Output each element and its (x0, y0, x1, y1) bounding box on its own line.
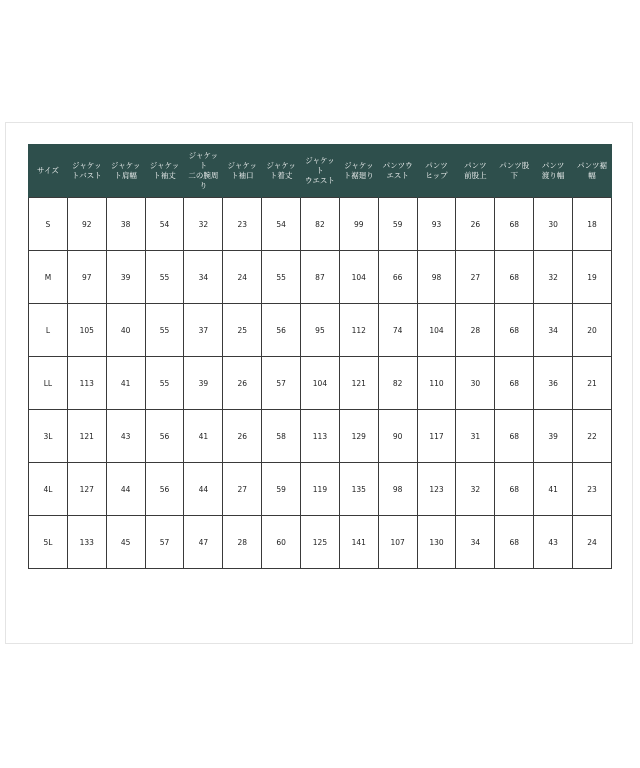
measurement-cell: 54 (262, 198, 301, 251)
measurement-cell: 104 (339, 251, 378, 304)
measurement-cell: 31 (456, 410, 495, 463)
column-header-line: エスト (386, 170, 409, 180)
measurement-cell: 57 (145, 516, 184, 569)
column-header-line: ジャケッ (227, 160, 257, 170)
table-row (29, 198, 612, 251)
measurement-cell: 104 (417, 304, 456, 357)
measurement-cell: 25 (223, 304, 262, 357)
table-row (29, 357, 612, 410)
column-header-line: ト袖丈 (153, 170, 176, 180)
measurement-cell: 34 (456, 516, 495, 569)
measurement-cell: 112 (339, 304, 378, 357)
measurement-cell: 95 (301, 304, 340, 357)
measurement-cell: 30 (534, 198, 573, 251)
measurement-cell: 58 (262, 410, 301, 463)
measurement-cell: 55 (262, 251, 301, 304)
measurement-cell: 56 (262, 304, 301, 357)
measurement-cell: 27 (456, 251, 495, 304)
table-row (29, 463, 612, 516)
column-header (301, 144, 340, 198)
column-header-line: トバスト (71, 170, 102, 180)
measurement-cell: 30 (456, 357, 495, 410)
measurement-cell: 68 (495, 251, 534, 304)
measurement-cell: 24 (573, 516, 612, 569)
column-header-line: パンツ (464, 160, 487, 170)
measurement-cell: 39 (534, 410, 573, 463)
column-header (106, 144, 145, 198)
measurement-cell: 68 (495, 410, 534, 463)
measurement-cell: 125 (301, 516, 340, 569)
measurement-cell: 22 (573, 410, 612, 463)
size-cell: M (29, 251, 68, 304)
table-header-row (29, 144, 612, 198)
measurement-cell: 68 (495, 516, 534, 569)
measurement-cell: 117 (417, 410, 456, 463)
measurement-cell: 55 (145, 357, 184, 410)
measurement-cell: 32 (534, 251, 573, 304)
measurement-cell: 60 (262, 516, 301, 569)
column-header-line: ト裾廻り (343, 170, 374, 180)
column-header (456, 144, 495, 198)
measurement-cell: 59 (378, 198, 417, 251)
column-header (145, 144, 184, 198)
column-header (67, 144, 106, 198)
measurement-cell: 74 (378, 304, 417, 357)
column-header (184, 144, 223, 198)
measurement-cell: 24 (223, 251, 262, 304)
measurement-cell: 55 (145, 304, 184, 357)
measurement-cell: 68 (495, 357, 534, 410)
measurement-cell: 20 (573, 304, 612, 357)
measurement-cell: 19 (573, 251, 612, 304)
column-header (417, 144, 456, 198)
column-header-size (29, 144, 68, 198)
column-header (262, 144, 301, 198)
column-header-line: ト肩幅 (114, 170, 137, 180)
column-header-line: パンツウ (382, 160, 413, 170)
measurement-cell: 107 (378, 516, 417, 569)
column-header (534, 144, 573, 198)
column-header-line: ジャケッ (149, 160, 180, 170)
measurement-cell: 113 (67, 357, 106, 410)
measurement-cell: 32 (184, 198, 223, 251)
measurement-cell: 105 (67, 304, 106, 357)
size-cell: S (29, 198, 68, 251)
measurement-cell: 34 (534, 304, 573, 357)
size-cell: 4L (29, 463, 68, 516)
measurement-cell: 113 (301, 410, 340, 463)
table-row (29, 304, 612, 357)
measurement-cell: 39 (106, 251, 145, 304)
column-header-line: パンツ裾幅 (577, 160, 608, 180)
measurement-cell: 44 (184, 463, 223, 516)
measurement-cell: 55 (145, 251, 184, 304)
column-header-line: ジャケッ (266, 160, 296, 170)
measurement-cell: 37 (184, 304, 223, 357)
column-header-line: ジャケッ (110, 160, 141, 170)
size-cell: 5L (29, 516, 68, 569)
measurement-cell: 121 (339, 357, 378, 410)
column-header-line: ジャケッ (344, 160, 374, 170)
measurement-cell: 119 (301, 463, 340, 516)
measurement-cell: 38 (106, 198, 145, 251)
measurement-cell: 18 (573, 198, 612, 251)
measurement-cell: 34 (184, 251, 223, 304)
measurement-cell: 87 (301, 251, 340, 304)
measurement-cell: 47 (184, 516, 223, 569)
measurement-cell: 66 (378, 251, 417, 304)
measurement-cell: 68 (495, 463, 534, 516)
column-header-line: ジャケッ (72, 160, 102, 170)
measurement-cell: 127 (67, 463, 106, 516)
measurement-cell: 121 (67, 410, 106, 463)
measurement-cell: 41 (106, 357, 145, 410)
size-cell: LL (29, 357, 68, 410)
measurement-cell: 56 (145, 410, 184, 463)
measurement-cell: 68 (495, 198, 534, 251)
column-header-line: ト着丈 (269, 170, 293, 180)
measurement-cell: 45 (106, 516, 145, 569)
column-header-line: 二の腕周り (188, 170, 219, 190)
measurement-cell: 27 (223, 463, 262, 516)
measurement-cell: 43 (106, 410, 145, 463)
column-header-line: ト袖口 (230, 170, 254, 180)
measurement-cell: 92 (67, 198, 106, 251)
size-chart-table (28, 144, 612, 569)
measurement-cell: 23 (223, 198, 262, 251)
measurement-cell: 99 (339, 198, 378, 251)
measurement-cell: 59 (262, 463, 301, 516)
measurement-cell: 93 (417, 198, 456, 251)
measurement-cell: 36 (534, 357, 573, 410)
column-header-line: 前股上 (464, 170, 487, 180)
measurement-cell: 110 (417, 357, 456, 410)
measurement-cell: 26 (223, 357, 262, 410)
column-header-line: ヒップ (425, 170, 448, 180)
column-header (339, 144, 378, 198)
column-header-line: パンツ股下 (499, 160, 530, 180)
measurement-cell: 26 (223, 410, 262, 463)
measurement-cell: 43 (534, 516, 573, 569)
column-header-line: ジャケット (305, 155, 335, 175)
measurement-cell: 135 (339, 463, 378, 516)
measurement-cell: 90 (378, 410, 417, 463)
measurement-cell: 68 (495, 304, 534, 357)
measurement-cell: 123 (417, 463, 456, 516)
measurement-cell: 41 (184, 410, 223, 463)
measurement-cell: 129 (339, 410, 378, 463)
column-header (495, 144, 534, 198)
table-row (29, 410, 612, 463)
measurement-cell: 97 (67, 251, 106, 304)
column-header-line: パンツ (425, 160, 448, 170)
column-header-line: 渡り幅 (541, 170, 565, 180)
table-row (29, 251, 612, 304)
measurement-cell: 98 (378, 463, 417, 516)
measurement-cell: 98 (417, 251, 456, 304)
measurement-cell: 32 (456, 463, 495, 516)
measurement-cell: 141 (339, 516, 378, 569)
column-header-line: パンツ (541, 160, 565, 170)
column-header-line: サイズ (36, 165, 59, 175)
table-row (29, 516, 612, 569)
measurement-cell: 28 (223, 516, 262, 569)
measurement-cell: 41 (534, 463, 573, 516)
measurement-cell: 133 (67, 516, 106, 569)
size-cell: 3L (29, 410, 68, 463)
measurement-cell: 44 (106, 463, 145, 516)
measurement-cell: 82 (301, 198, 340, 251)
column-header (573, 144, 612, 198)
measurement-cell: 39 (184, 357, 223, 410)
measurement-cell: 104 (301, 357, 340, 410)
size-cell: L (29, 304, 68, 357)
measurement-cell: 57 (262, 357, 301, 410)
column-header (378, 144, 417, 198)
table-body (29, 198, 612, 569)
measurement-cell: 21 (573, 357, 612, 410)
measurement-cell: 54 (145, 198, 184, 251)
column-header-line: ウエスト (304, 175, 335, 185)
column-header-line: ジャケット (188, 150, 219, 170)
measurement-cell: 82 (378, 357, 417, 410)
column-header (223, 144, 262, 198)
measurement-cell: 23 (573, 463, 612, 516)
measurement-cell: 130 (417, 516, 456, 569)
measurement-cell: 56 (145, 463, 184, 516)
measurement-cell: 28 (456, 304, 495, 357)
measurement-cell: 26 (456, 198, 495, 251)
measurement-cell: 40 (106, 304, 145, 357)
